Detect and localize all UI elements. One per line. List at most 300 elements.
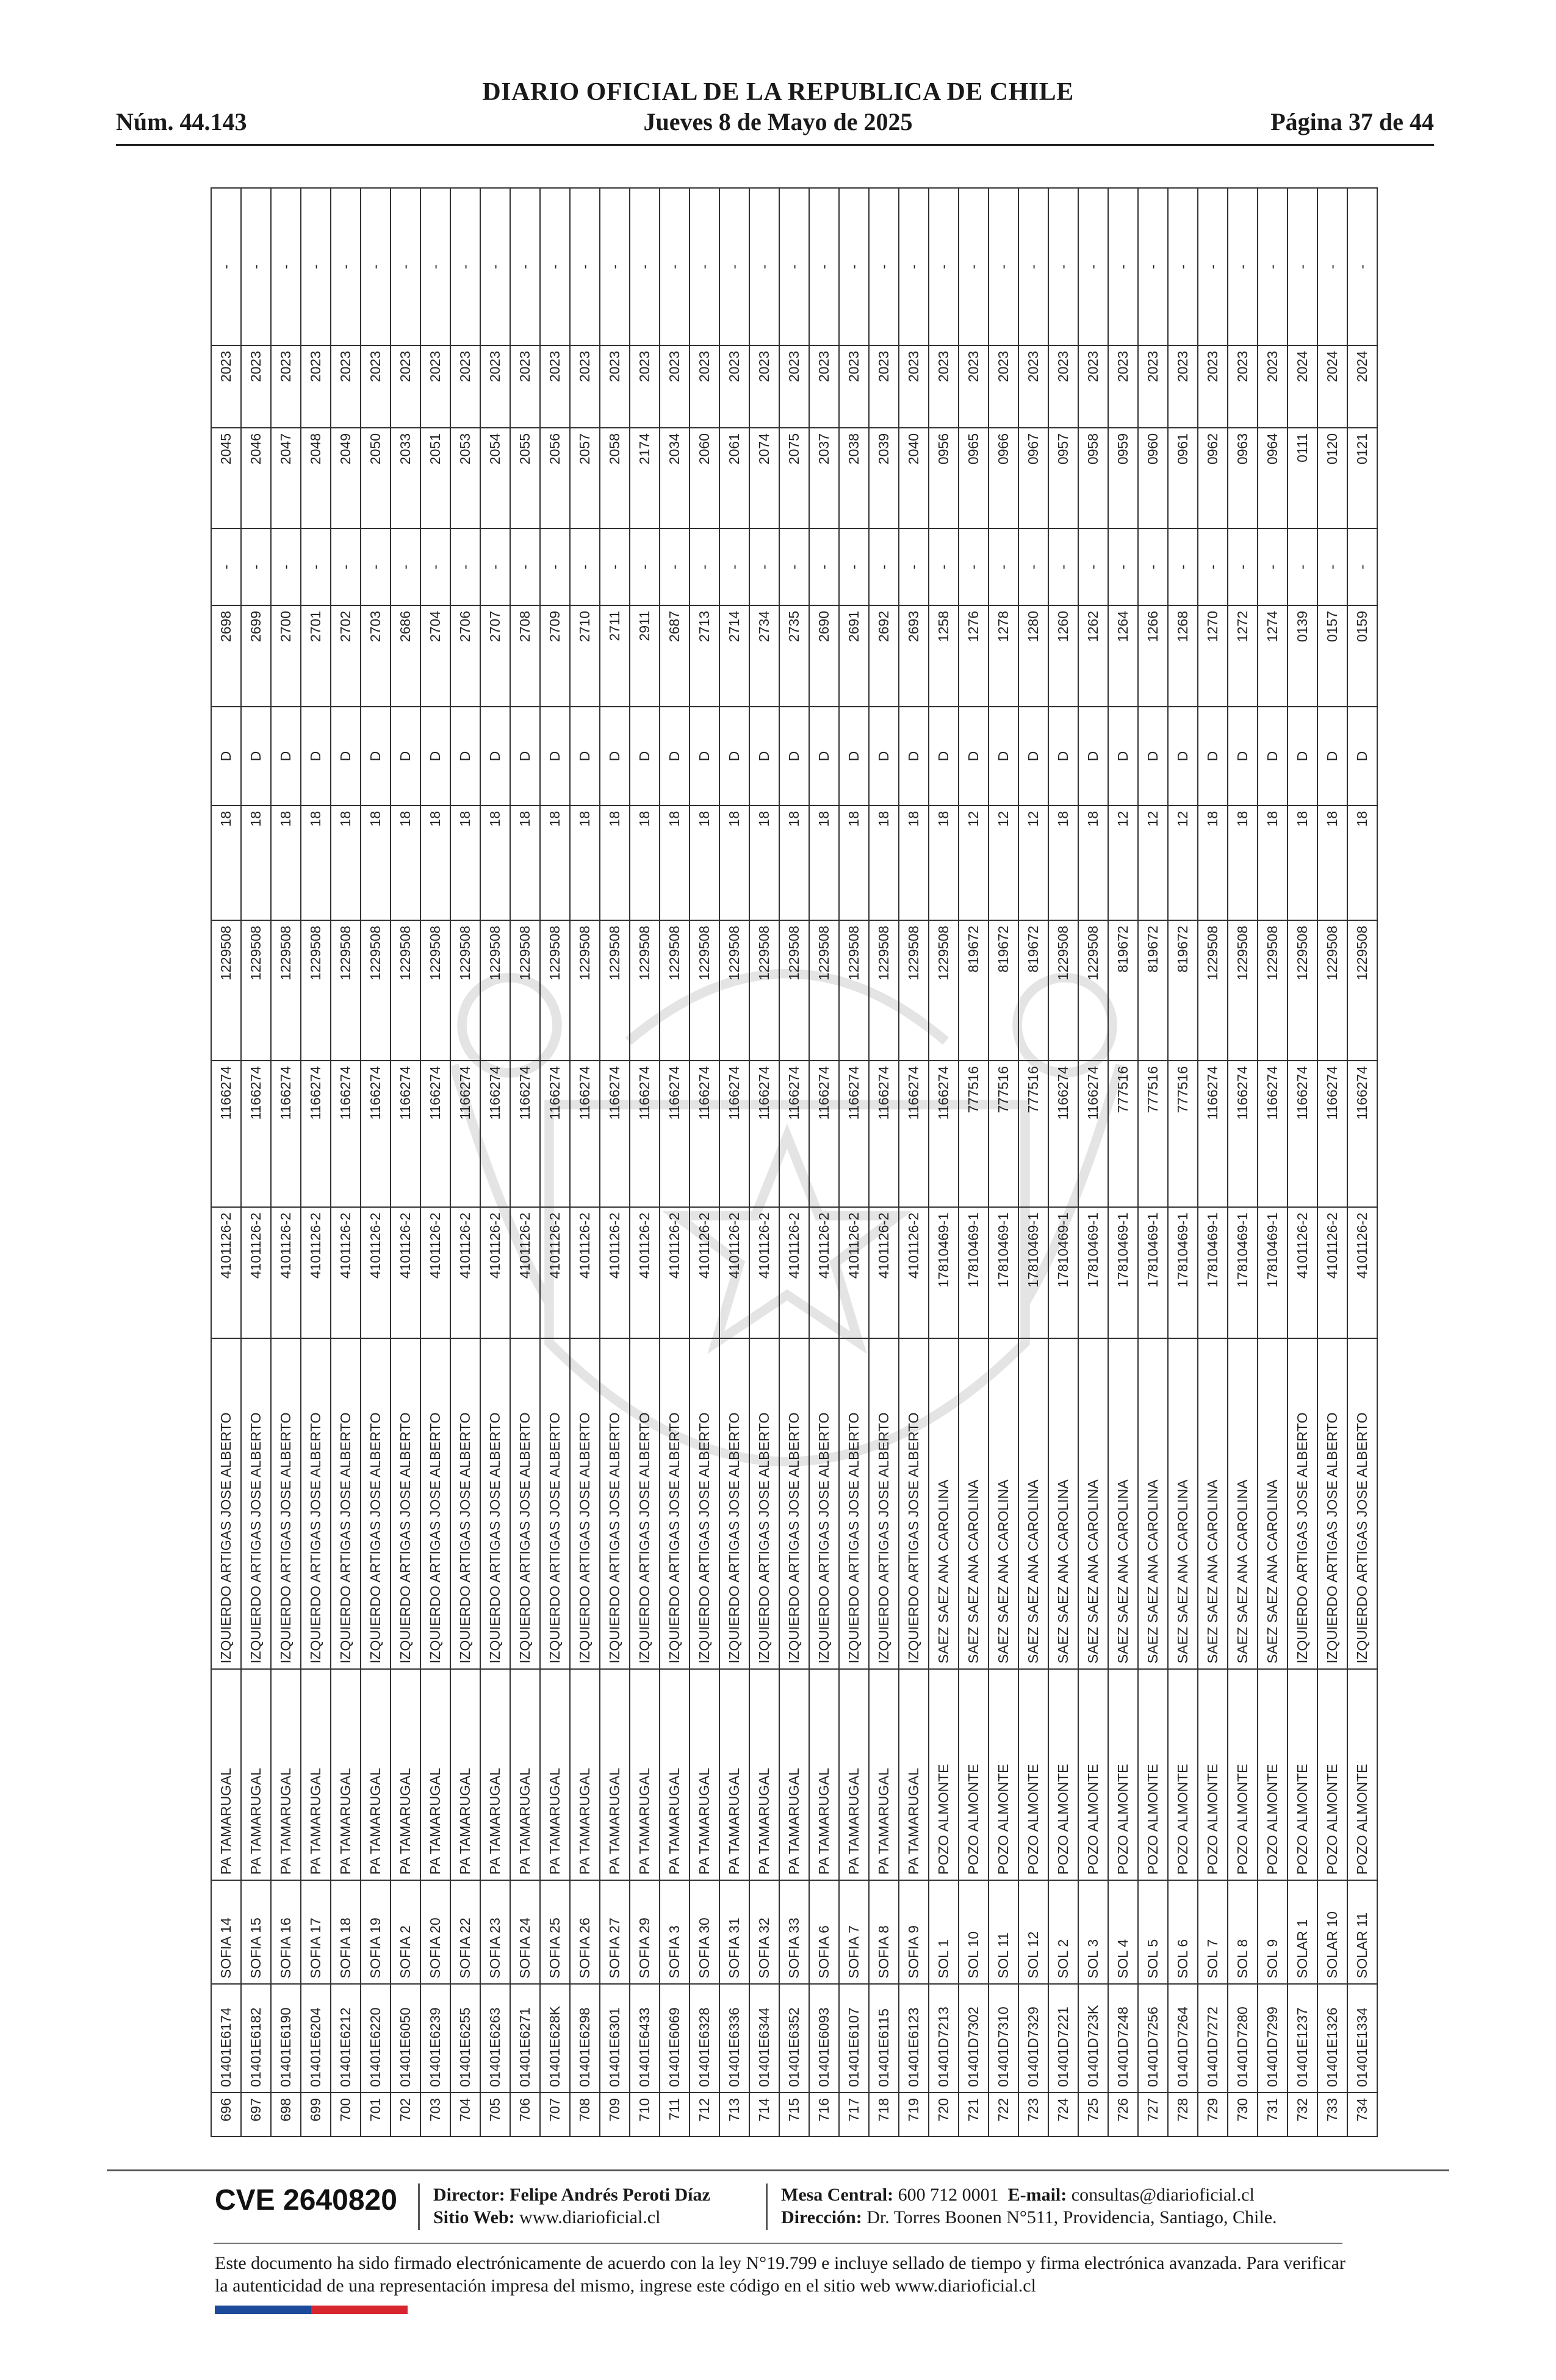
table-cell: 1229508 xyxy=(1228,920,1258,1061)
table-cell: 696 xyxy=(211,2093,241,2137)
table-cell: SAEZ SAEZ ANA CAROLINA xyxy=(929,1338,959,1669)
table-cell: 719 xyxy=(899,2093,929,2137)
table-cell: 12 xyxy=(1168,806,1198,920)
table-cell: 2047 xyxy=(271,428,301,528)
footer-divider xyxy=(107,2169,1449,2171)
table-cell: - xyxy=(1138,528,1168,605)
table-cell: 2023 xyxy=(809,345,839,428)
table-cell: 18 xyxy=(570,806,600,920)
table-cell: SOFIA 27 xyxy=(600,1880,630,1984)
table-cell: 18 xyxy=(420,806,450,920)
table-cell: 2023 xyxy=(719,345,749,428)
table-cell: 2023 xyxy=(749,345,779,428)
table-cell: D xyxy=(391,707,420,806)
table-cell: 17810469-1 xyxy=(1228,1207,1258,1338)
table-cell: 0958 xyxy=(1078,428,1108,528)
table-cell: 4101126-2 xyxy=(1288,1207,1317,1338)
table-cell: 4101126-2 xyxy=(331,1207,361,1338)
table-cell: 2023 xyxy=(1258,345,1288,428)
table-cell: D xyxy=(1258,707,1288,806)
table-cell: 17810469-1 xyxy=(1048,1207,1078,1338)
table-cell: SOL 4 xyxy=(1108,1880,1138,1984)
table-cell: 01401E6263 xyxy=(480,1984,510,2093)
table-cell: 18 xyxy=(480,806,510,920)
table-cell: - xyxy=(1288,528,1317,605)
table-cell: IZQUIERDO ARTIGAS JOSE ALBERTO xyxy=(1288,1338,1317,1669)
table-cell: 18 xyxy=(690,806,719,920)
table-cell: - xyxy=(779,528,809,605)
table-cell: 18 xyxy=(779,806,809,920)
table-cell: 12 xyxy=(1138,806,1168,920)
table-row xyxy=(331,188,361,2137)
table-cell: 4101126-2 xyxy=(570,1207,600,1338)
table-cell: 4101126-2 xyxy=(1317,1207,1347,1338)
publication-date: Jueves 8 de Mayo de 2025 xyxy=(643,108,913,135)
table-cell: SOL 3 xyxy=(1078,1880,1108,1984)
table-cell: SOL 10 xyxy=(959,1880,989,1984)
table-cell: 01401D7329 xyxy=(1018,1984,1048,2093)
table-cell: 01401E628K xyxy=(540,1984,570,2093)
table-cell: - xyxy=(1138,188,1168,345)
table-cell: SOFIA 18 xyxy=(331,1880,361,1984)
table-cell: - xyxy=(570,528,600,605)
table-cell: 2690 xyxy=(809,605,839,707)
table-cell: 777516 xyxy=(1108,1061,1138,1207)
table-cell: 1166274 xyxy=(450,1061,480,1207)
table-cell: 1274 xyxy=(1258,605,1288,707)
table-cell: 1229508 xyxy=(480,920,510,1061)
address-value: Dr. Torres Boonen N°511, Providencia, Santiago, Chile. xyxy=(866,2207,1277,2227)
table-cell: 01401D7272 xyxy=(1198,1984,1228,2093)
table-cell: IZQUIERDO ARTIGAS JOSE ALBERTO xyxy=(809,1338,839,1669)
table-cell: 01401D7280 xyxy=(1228,1984,1258,2093)
table-cell: 1229508 xyxy=(1288,920,1317,1061)
table-cell: 2704 xyxy=(420,605,450,707)
table-row xyxy=(959,188,989,2137)
table-cell: 819672 xyxy=(1168,920,1198,1061)
table-cell: - xyxy=(1168,188,1198,345)
table-cell: IZQUIERDO ARTIGAS JOSE ALBERTO xyxy=(480,1338,510,1669)
table-cell: 699 xyxy=(301,2093,331,2137)
table-cell: 2049 xyxy=(331,428,361,528)
table-cell: D xyxy=(450,707,480,806)
table-cell: POZO ALMONTE xyxy=(1347,1669,1377,1880)
table-cell: - xyxy=(211,528,241,605)
table-cell: SAEZ SAEZ ANA CAROLINA xyxy=(1108,1338,1138,1669)
table-cell: 1229508 xyxy=(600,920,630,1061)
table-cell: 18 xyxy=(749,806,779,920)
table-cell: 2687 xyxy=(660,605,690,707)
table-cell: IZQUIERDO ARTIGAS JOSE ALBERTO xyxy=(630,1338,660,1669)
table-cell: 2023 xyxy=(420,345,450,428)
table-cell: SOFIA 25 xyxy=(540,1880,570,1984)
table-cell: 732 xyxy=(1288,2093,1317,2137)
table-cell: 2023 xyxy=(1138,345,1168,428)
table-cell: 01401E6107 xyxy=(839,1984,869,2093)
table-cell: SOL 5 xyxy=(1138,1880,1168,1984)
table-cell: 715 xyxy=(779,2093,809,2137)
table-cell: IZQUIERDO ARTIGAS JOSE ALBERTO xyxy=(450,1338,480,1669)
page-indicator: Página 37 de 44 xyxy=(1270,108,1434,135)
table-cell: 01401D723K xyxy=(1078,1984,1108,2093)
email-label: E-mail: xyxy=(1007,2185,1067,2205)
table-cell: D xyxy=(809,707,839,806)
table-cell: D xyxy=(1078,707,1108,806)
table-cell: IZQUIERDO ARTIGAS JOSE ALBERTO xyxy=(600,1338,630,1669)
table-cell: 718 xyxy=(869,2093,899,2137)
table-cell: 2023 xyxy=(211,345,241,428)
table-cell: - xyxy=(1198,528,1228,605)
table-cell: 2023 xyxy=(899,345,929,428)
table-cell: POZO ALMONTE xyxy=(1258,1669,1288,1880)
table-cell: POZO ALMONTE xyxy=(929,1669,959,1880)
table-cell: - xyxy=(600,188,630,345)
website-link[interactable]: www.diarioficial.cl xyxy=(519,2207,661,2227)
table-cell: 701 xyxy=(361,2093,391,2137)
table-row xyxy=(420,188,450,2137)
table-cell: 12 xyxy=(1018,806,1048,920)
table-cell: D xyxy=(749,707,779,806)
table-cell: 01401E6204 xyxy=(301,1984,331,2093)
table-cell: 0121 xyxy=(1347,428,1377,528)
table-cell: - xyxy=(1258,188,1288,345)
table-cell: 1229508 xyxy=(420,920,450,1061)
table-cell: 2033 xyxy=(391,428,420,528)
table-cell: 2699 xyxy=(241,605,271,707)
table-cell: 01401D7299 xyxy=(1258,1984,1288,2093)
table-cell: 2046 xyxy=(241,428,271,528)
table-row xyxy=(241,188,271,2137)
table-cell: D xyxy=(480,707,510,806)
table-cell: IZQUIERDO ARTIGAS JOSE ALBERTO xyxy=(361,1338,391,1669)
table-cell: 2023 xyxy=(1198,345,1228,428)
table-cell: 4101126-2 xyxy=(630,1207,660,1338)
table-cell: IZQUIERDO ARTIGAS JOSE ALBERTO xyxy=(719,1338,749,1669)
table-cell: 01401E6433 xyxy=(630,1984,660,2093)
table-cell: 01401E6298 xyxy=(570,1984,600,2093)
table-cell: 17810469-1 xyxy=(1018,1207,1048,1338)
table-cell: 2054 xyxy=(480,428,510,528)
table-cell: 2709 xyxy=(540,605,570,707)
table-cell: 1166274 xyxy=(899,1061,929,1207)
table-cell: SOFIA 31 xyxy=(719,1880,749,1984)
table-cell: IZQUIERDO ARTIGAS JOSE ALBERTO xyxy=(241,1338,271,1669)
table-cell: 1229508 xyxy=(749,920,779,1061)
table-cell: 18 xyxy=(361,806,391,920)
table-cell: 01401E6344 xyxy=(749,1984,779,2093)
table-cell: - xyxy=(1347,188,1377,345)
table-cell: SOFIA 17 xyxy=(301,1880,331,1984)
table-cell: 2023 xyxy=(869,345,899,428)
table-cell: 1229508 xyxy=(510,920,540,1061)
table-cell: 2023 xyxy=(391,345,420,428)
table-cell: 2911 xyxy=(630,605,660,707)
table-cell: SOFIA 3 xyxy=(660,1880,690,1984)
table-cell: 1229508 xyxy=(719,920,749,1061)
table-cell: 1229508 xyxy=(211,920,241,1061)
table-cell: 705 xyxy=(480,2093,510,2137)
table-cell: 2023 xyxy=(241,345,271,428)
table-cell: IZQUIERDO ARTIGAS JOSE ALBERTO xyxy=(420,1338,450,1669)
table-row xyxy=(480,188,510,2137)
table-cell: POZO ALMONTE xyxy=(989,1669,1018,1880)
table-cell: 17810469-1 xyxy=(1258,1207,1288,1338)
table-cell: 1166274 xyxy=(331,1061,361,1207)
table-cell: 1166274 xyxy=(301,1061,331,1207)
table-cell: SOFIA 9 xyxy=(899,1880,929,1984)
table-cell: 2686 xyxy=(391,605,420,707)
table-cell: 1166274 xyxy=(540,1061,570,1207)
table-cell: 4101126-2 xyxy=(809,1207,839,1338)
table-cell: PA TAMARUGAL xyxy=(450,1669,480,1880)
table-cell: - xyxy=(331,528,361,605)
table-cell: POZO ALMONTE xyxy=(1138,1669,1168,1880)
table-cell: 2023 xyxy=(630,345,660,428)
table-cell: 777516 xyxy=(1168,1061,1198,1207)
table-cell: D xyxy=(570,707,600,806)
table-cell: 2735 xyxy=(779,605,809,707)
table-row xyxy=(749,188,779,2137)
table-cell: 01401D7256 xyxy=(1138,1984,1168,2093)
table-cell: 18 xyxy=(839,806,869,920)
table-cell: 2053 xyxy=(450,428,480,528)
table-cell: 712 xyxy=(690,2093,719,2137)
data-table-container xyxy=(211,189,1370,2137)
table-cell: 2023 xyxy=(510,345,540,428)
table-cell: PA TAMARUGAL xyxy=(570,1669,600,1880)
table-cell: 777516 xyxy=(959,1061,989,1207)
table-cell: SOL 6 xyxy=(1168,1880,1198,1984)
table-cell: 01401D7302 xyxy=(959,1984,989,2093)
table-cell: D xyxy=(869,707,899,806)
table-cell: - xyxy=(1317,188,1347,345)
table-cell: 2174 xyxy=(630,428,660,528)
table-cell: 2023 xyxy=(1168,345,1198,428)
table-cell: PA TAMARUGAL xyxy=(271,1669,301,1880)
table-cell: PA TAMARUGAL xyxy=(869,1669,899,1880)
table-cell: IZQUIERDO ARTIGAS JOSE ALBERTO xyxy=(749,1338,779,1669)
table-cell: 2060 xyxy=(690,428,719,528)
table-cell: 725 xyxy=(1078,2093,1108,2137)
table-cell: 2023 xyxy=(1228,345,1258,428)
email-link[interactable]: consultas@diarioficial.cl xyxy=(1071,2185,1255,2205)
table-cell: 1229508 xyxy=(570,920,600,1061)
table-cell: 1229508 xyxy=(690,920,719,1061)
table-cell: 1229508 xyxy=(1048,920,1078,1061)
table-cell: SOLAR 10 xyxy=(1317,1880,1347,1984)
table-cell: 1280 xyxy=(1018,605,1048,707)
table-row xyxy=(271,188,301,2137)
table-cell: SAEZ SAEZ ANA CAROLINA xyxy=(989,1338,1018,1669)
table-cell: 4101126-2 xyxy=(600,1207,630,1338)
address-line xyxy=(781,2207,1277,2228)
table-cell: 2040 xyxy=(899,428,929,528)
table-cell: 01401E6352 xyxy=(779,1984,809,2093)
director-label: Director: xyxy=(433,2185,505,2205)
table-cell: D xyxy=(1317,707,1347,806)
table-cell: - xyxy=(301,528,331,605)
table-cell: 0111 xyxy=(1288,428,1317,528)
table-cell: D xyxy=(929,707,959,806)
table-cell: SOFIA 20 xyxy=(420,1880,450,1984)
table-cell: SOFIA 7 xyxy=(839,1880,869,1984)
table-cell: 728 xyxy=(1168,2093,1198,2137)
table-row xyxy=(929,188,959,2137)
table-cell: 777516 xyxy=(1018,1061,1048,1207)
table-cell: D xyxy=(719,707,749,806)
table-cell: - xyxy=(1347,528,1377,605)
mesa-phone: 600 712 0001 xyxy=(898,2185,999,2205)
table-cell: SAEZ SAEZ ANA CAROLINA xyxy=(1138,1338,1168,1669)
table-cell: IZQUIERDO ARTIGAS JOSE ALBERTO xyxy=(899,1338,929,1669)
table-cell: 18 xyxy=(331,806,361,920)
table-cell: 721 xyxy=(959,2093,989,2137)
table-cell: 01401E6182 xyxy=(241,1984,271,2093)
table-cell: 18 xyxy=(1258,806,1288,920)
table-cell: D xyxy=(1168,707,1198,806)
table-cell: 17810469-1 xyxy=(1108,1207,1138,1338)
table-cell: 1166274 xyxy=(420,1061,450,1207)
table-row xyxy=(1048,188,1078,2137)
table-cell: - xyxy=(301,188,331,345)
table-row xyxy=(1258,188,1288,2137)
table-cell: - xyxy=(660,528,690,605)
table-cell: IZQUIERDO ARTIGAS JOSE ALBERTO xyxy=(869,1338,899,1669)
table-cell: POZO ALMONTE xyxy=(1048,1669,1078,1880)
table-cell: 0966 xyxy=(989,428,1018,528)
table-cell: 1166274 xyxy=(779,1061,809,1207)
table-cell: 1166274 xyxy=(719,1061,749,1207)
table-cell: 0120 xyxy=(1317,428,1347,528)
table-cell: D xyxy=(241,707,271,806)
table-cell: 18 xyxy=(869,806,899,920)
table-row xyxy=(779,188,809,2137)
issue-number: Núm. 44.143 xyxy=(116,108,247,135)
table-cell: SAEZ SAEZ ANA CAROLINA xyxy=(1048,1338,1078,1669)
table-cell: 819672 xyxy=(1108,920,1138,1061)
table-row xyxy=(1168,188,1198,2137)
table-row xyxy=(899,188,929,2137)
table-cell: 18 xyxy=(899,806,929,920)
table-cell: 18 xyxy=(929,806,959,920)
table-cell: IZQUIERDO ARTIGAS JOSE ALBERTO xyxy=(1347,1338,1377,1669)
table-cell: 2692 xyxy=(869,605,899,707)
table-cell: 2702 xyxy=(331,605,361,707)
table-cell: - xyxy=(989,528,1018,605)
table-cell: IZQUIERDO ARTIGAS JOSE ALBERTO xyxy=(301,1338,331,1669)
table-cell: SOFIA 16 xyxy=(271,1880,301,1984)
table-cell: 716 xyxy=(809,2093,839,2137)
table-cell: 4101126-2 xyxy=(480,1207,510,1338)
table-cell: 1229508 xyxy=(630,920,660,1061)
table-cell: 4101126-2 xyxy=(749,1207,779,1338)
table-cell: - xyxy=(1258,528,1288,605)
table-cell: 18 xyxy=(719,806,749,920)
website-label: Sitio Web: xyxy=(433,2207,515,2227)
table-cell: 733 xyxy=(1317,2093,1347,2137)
table-cell: 4101126-2 xyxy=(510,1207,540,1338)
table-cell: 1166274 xyxy=(1228,1061,1258,1207)
table-cell: 1229508 xyxy=(839,920,869,1061)
table-cell: 698 xyxy=(271,2093,301,2137)
table-cell: D xyxy=(1198,707,1228,806)
table-cell: 2023 xyxy=(690,345,719,428)
table-cell: 1264 xyxy=(1108,605,1138,707)
table-cell: 2023 xyxy=(989,345,1018,428)
table-cell: 1229508 xyxy=(361,920,391,1061)
table-cell: 1229508 xyxy=(241,920,271,1061)
table-cell: 2703 xyxy=(361,605,391,707)
table-cell: 734 xyxy=(1347,2093,1377,2137)
table-cell: 2023 xyxy=(480,345,510,428)
cve-code: CVE 2640820 xyxy=(215,2184,397,2216)
table-cell: - xyxy=(1168,528,1198,605)
table-cell: - xyxy=(1048,188,1078,345)
table-cell: PA TAMARUGAL xyxy=(690,1669,719,1880)
table-cell: SAEZ SAEZ ANA CAROLINA xyxy=(959,1338,989,1669)
table-cell: 18 xyxy=(450,806,480,920)
table-cell: 2023 xyxy=(779,345,809,428)
table-cell: 1229508 xyxy=(450,920,480,1061)
table-cell: - xyxy=(391,528,420,605)
table-cell: 01401E6255 xyxy=(450,1984,480,2093)
table-cell: - xyxy=(271,528,301,605)
table-cell: - xyxy=(540,188,570,345)
table-cell: 1166274 xyxy=(361,1061,391,1207)
table-row xyxy=(450,188,480,2137)
table-cell: - xyxy=(1018,188,1048,345)
table-cell: - xyxy=(1108,188,1138,345)
table-cell: - xyxy=(1198,188,1228,345)
table-cell: 1166274 xyxy=(1048,1061,1078,1207)
table-cell: 1260 xyxy=(1048,605,1078,707)
table-cell: 4101126-2 xyxy=(450,1207,480,1338)
table-cell: 4101126-2 xyxy=(660,1207,690,1338)
table-cell: 1166274 xyxy=(510,1061,540,1207)
table-row xyxy=(1138,188,1168,2137)
table-cell: 1278 xyxy=(989,605,1018,707)
table-cell: D xyxy=(899,707,929,806)
table-cell: 2023 xyxy=(929,345,959,428)
table-cell: - xyxy=(510,188,540,345)
table-cell: 2061 xyxy=(719,428,749,528)
table-cell: 01401E6069 xyxy=(660,1984,690,2093)
table-cell: 1266 xyxy=(1138,605,1168,707)
table-cell: - xyxy=(241,188,271,345)
table-cell: 1229508 xyxy=(540,920,570,1061)
table-cell: 1229508 xyxy=(1198,920,1228,1061)
table-cell: 2045 xyxy=(211,428,241,528)
table-cell: 0965 xyxy=(959,428,989,528)
table-cell: 17810469-1 xyxy=(1198,1207,1228,1338)
table-cell: 0962 xyxy=(1198,428,1228,528)
table-cell: IZQUIERDO ARTIGAS JOSE ALBERTO xyxy=(211,1338,241,1669)
table-row xyxy=(391,188,420,2137)
table-cell: 0963 xyxy=(1228,428,1258,528)
table-cell: 4101126-2 xyxy=(361,1207,391,1338)
table-cell: D xyxy=(1108,707,1138,806)
table-cell: 01401E6050 xyxy=(391,1984,420,2093)
table-cell: 0956 xyxy=(929,428,959,528)
table-cell: SAEZ SAEZ ANA CAROLINA xyxy=(1168,1338,1198,1669)
footer-divider-thin xyxy=(214,2243,1342,2244)
table-cell: 1270 xyxy=(1198,605,1228,707)
table-cell: 730 xyxy=(1228,2093,1258,2137)
table-cell: SOFIA 22 xyxy=(450,1880,480,1984)
table-cell: 1229508 xyxy=(809,920,839,1061)
table-cell: 4101126-2 xyxy=(241,1207,271,1338)
table-cell: 700 xyxy=(331,2093,361,2137)
